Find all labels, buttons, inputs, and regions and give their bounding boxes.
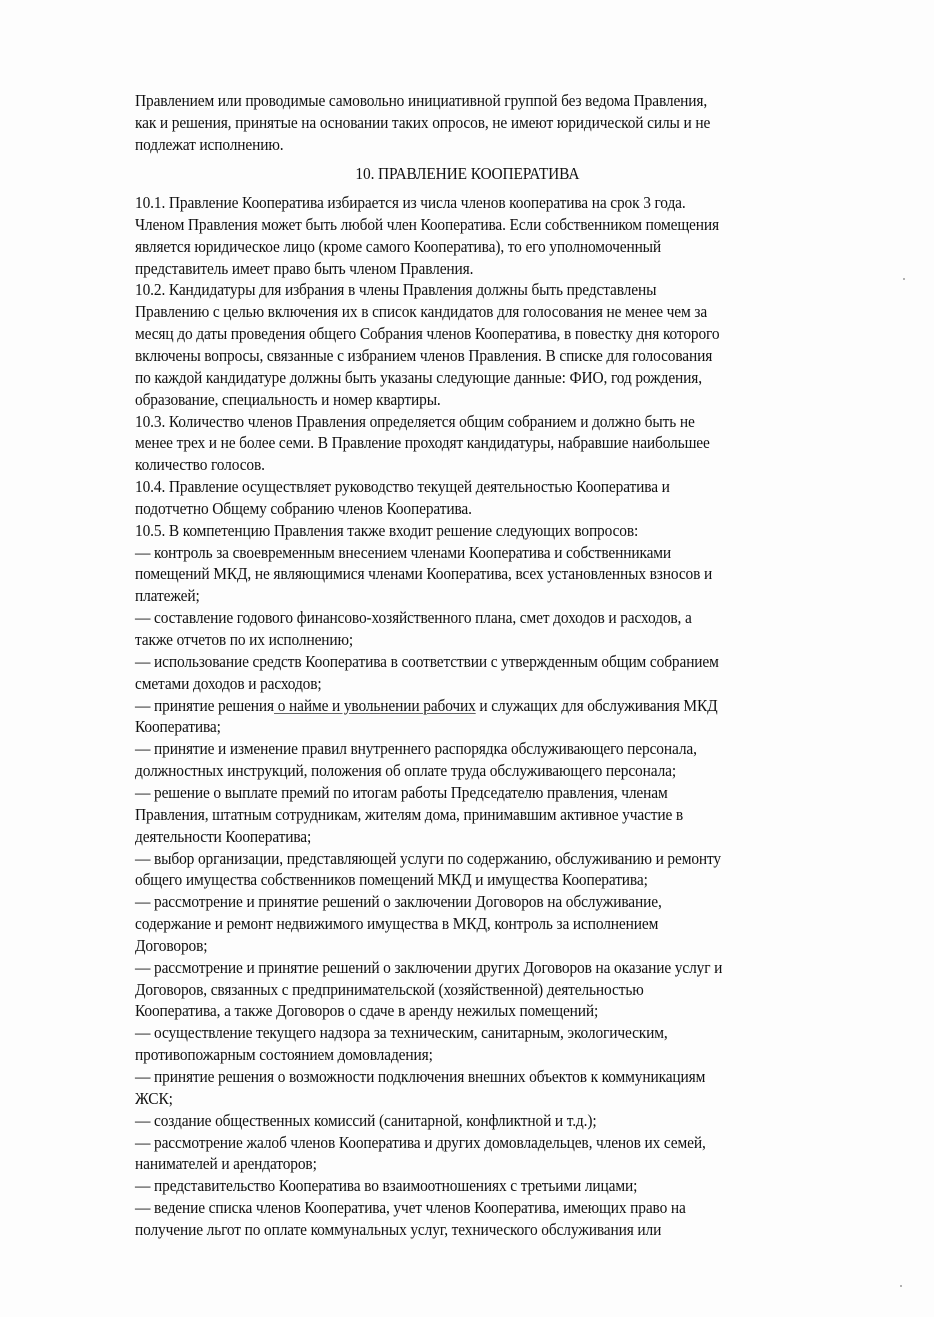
body-line: месяц до даты проведения общего Собрания членов Кооператива, в повестку дня которого — [135, 324, 720, 344]
body-line: подотчетно Общему собранию членов Кооператива. — [135, 498, 472, 518]
body-line-underlined — [135, 696, 718, 716]
body-line: должностных инструкций, положения об оплате труда обслуживающего персонала; — [135, 761, 677, 781]
body-line: — представительство Кооператива во взаимоотношениях с третьими лицами; — [135, 1176, 638, 1196]
body-line: — ведение списка членов Кооператива, учет членов Кооператива, имеющих право на — [135, 1198, 686, 1218]
body-line: 10.5. В компетенцию Правления также входит решение следующих вопросов: — [135, 520, 639, 540]
body-line: Договоров; — [135, 935, 208, 955]
text-segment: и служащих для обслуживания МКД — [475, 695, 718, 715]
section-title-text: 10. ПРАВЛЕНИЕ КООПЕРАТИВА — [355, 164, 579, 183]
body-line: деятельности Кооператива; — [135, 826, 312, 846]
intro-line: Правлением или проводимые самовольно инициативной группой без ведома Правления, — [135, 91, 708, 110]
body-line: Членом Правления может быть любой член Кооператива. Если собственником помещения — [135, 214, 719, 234]
body-line: помещений МКД, не являющимися членами Кооператива, всех установленных взносов и — [135, 564, 713, 584]
body-line: включены вопросы, связанные с избранием членов Правления. В списке для голосования — [135, 345, 713, 365]
body-line: — рассмотрение жалоб членов Кооператива и других домовладельцев, членов их семей, — [135, 1132, 706, 1152]
body-line: образование, специальность и номер квартиры. — [135, 389, 441, 409]
body-line: получение льгот по оплате коммунальных услуг, технического обслуживания или — [135, 1219, 662, 1239]
body-line: менее трех и не более семи. В Правление проходят кандидатуры, набравшие наибольшее — [135, 433, 710, 453]
body-line: является юридическое лицо (кроме самого Кооператива), то его уполномоченный — [135, 236, 662, 256]
body-line: платежей; — [135, 586, 200, 606]
intro-line: подлежат исполнению. — [135, 135, 284, 154]
intro-line: как и решения, принятые на основании таких опросов, не имеют юридической силы и не — [135, 113, 711, 132]
body-line: Правления, штатным сотрудникам, жителям дома, принимавшим активное участие в — [135, 804, 684, 824]
body-line: — решение о выплате премий по итогам работы Председателю правления, членам — [135, 782, 668, 802]
body-line: общего имущества собственников помещений МКД и имущества Кооператива; — [135, 870, 648, 890]
body-line: Кооператива, а также Договоров о сдаче в аренду нежилых помещений; — [135, 1001, 599, 1021]
body-line: содержание и ремонт недвижимого имущества в МКД, контроль за исполнением — [135, 914, 659, 934]
body-line: — принятие и изменение правил внутреннего распорядка обслуживающего персонала, — [135, 739, 697, 759]
body-line: 10.3. Количество членов Правления определяется общим собранием и должно быть не — [135, 411, 695, 431]
body-line: количество голосов. — [135, 455, 265, 475]
body-line: нанимателей и арендаторов; — [135, 1154, 317, 1174]
body-line: 10.2. Кандидатуры для избрания в члены Правления должны быть представлены — [135, 280, 657, 300]
body-line: по каждой кандидатуре должны быть указаны следующие данные: ФИО, год рождения, — [135, 367, 702, 387]
body-line: Кооператива; — [135, 717, 221, 737]
body-line: Правлению с целью включения их в список кандидатов для голосования не менее чем за — [135, 302, 708, 322]
body-line: — создание общественных комиссий (санитарной, конфликтной и т.д.); — [135, 1110, 597, 1130]
scan-speck — [900, 1285, 902, 1287]
body-line: представитель имеет право быть членом Правления. — [135, 258, 474, 278]
underlined-text: о найме и увольнении рабочих — [274, 695, 476, 715]
body-line: — использование средств Кооператива в соответствии с утвержденным общим собранием — [135, 651, 719, 671]
section-title — [0, 164, 934, 184]
body-line: — осуществление текущего надзора за техническим, санитарным, экологическим, — [135, 1023, 668, 1043]
body-line: сметами доходов и расходов; — [135, 673, 322, 693]
text-segment: — принятие решения — [135, 695, 275, 715]
body-line: противопожарным состоянием домовладения; — [135, 1045, 433, 1065]
body-line: — рассмотрение и принятие решений о заключении Договоров на обслуживание, — [135, 892, 662, 912]
body-line: — рассмотрение и принятие решений о заключении других Договоров на оказание услуг и — [135, 957, 723, 977]
body-line: ЖСК; — [135, 1088, 173, 1108]
body-line: — принятие решения о возможности подключения внешних объектов к коммуникациям — [135, 1067, 706, 1086]
body-line: — контроль за своевременным внесением членами Кооператива и собственниками — [135, 542, 672, 562]
body-line: — выбор организации, представляющей услуги по содержанию, обслуживанию и ремонту — [135, 848, 722, 868]
body-line: 10.1. Правление Кооператива избирается из числа членов кооператива на срок 3 года. — [135, 193, 686, 212]
body-line: — составление годового финансово-хозяйственного плана, смет доходов и расходов, а — [135, 608, 692, 628]
body-line: также отчетов по их исполнению; — [135, 630, 354, 649]
scan-speck — [903, 278, 905, 280]
body-line: Договоров, связанных с предпринимательской (хозяйственной) деятельностью — [135, 979, 644, 999]
body-line: 10.4. Правление осуществляет руководство текущей деятельностью Кооператива и — [135, 477, 670, 497]
